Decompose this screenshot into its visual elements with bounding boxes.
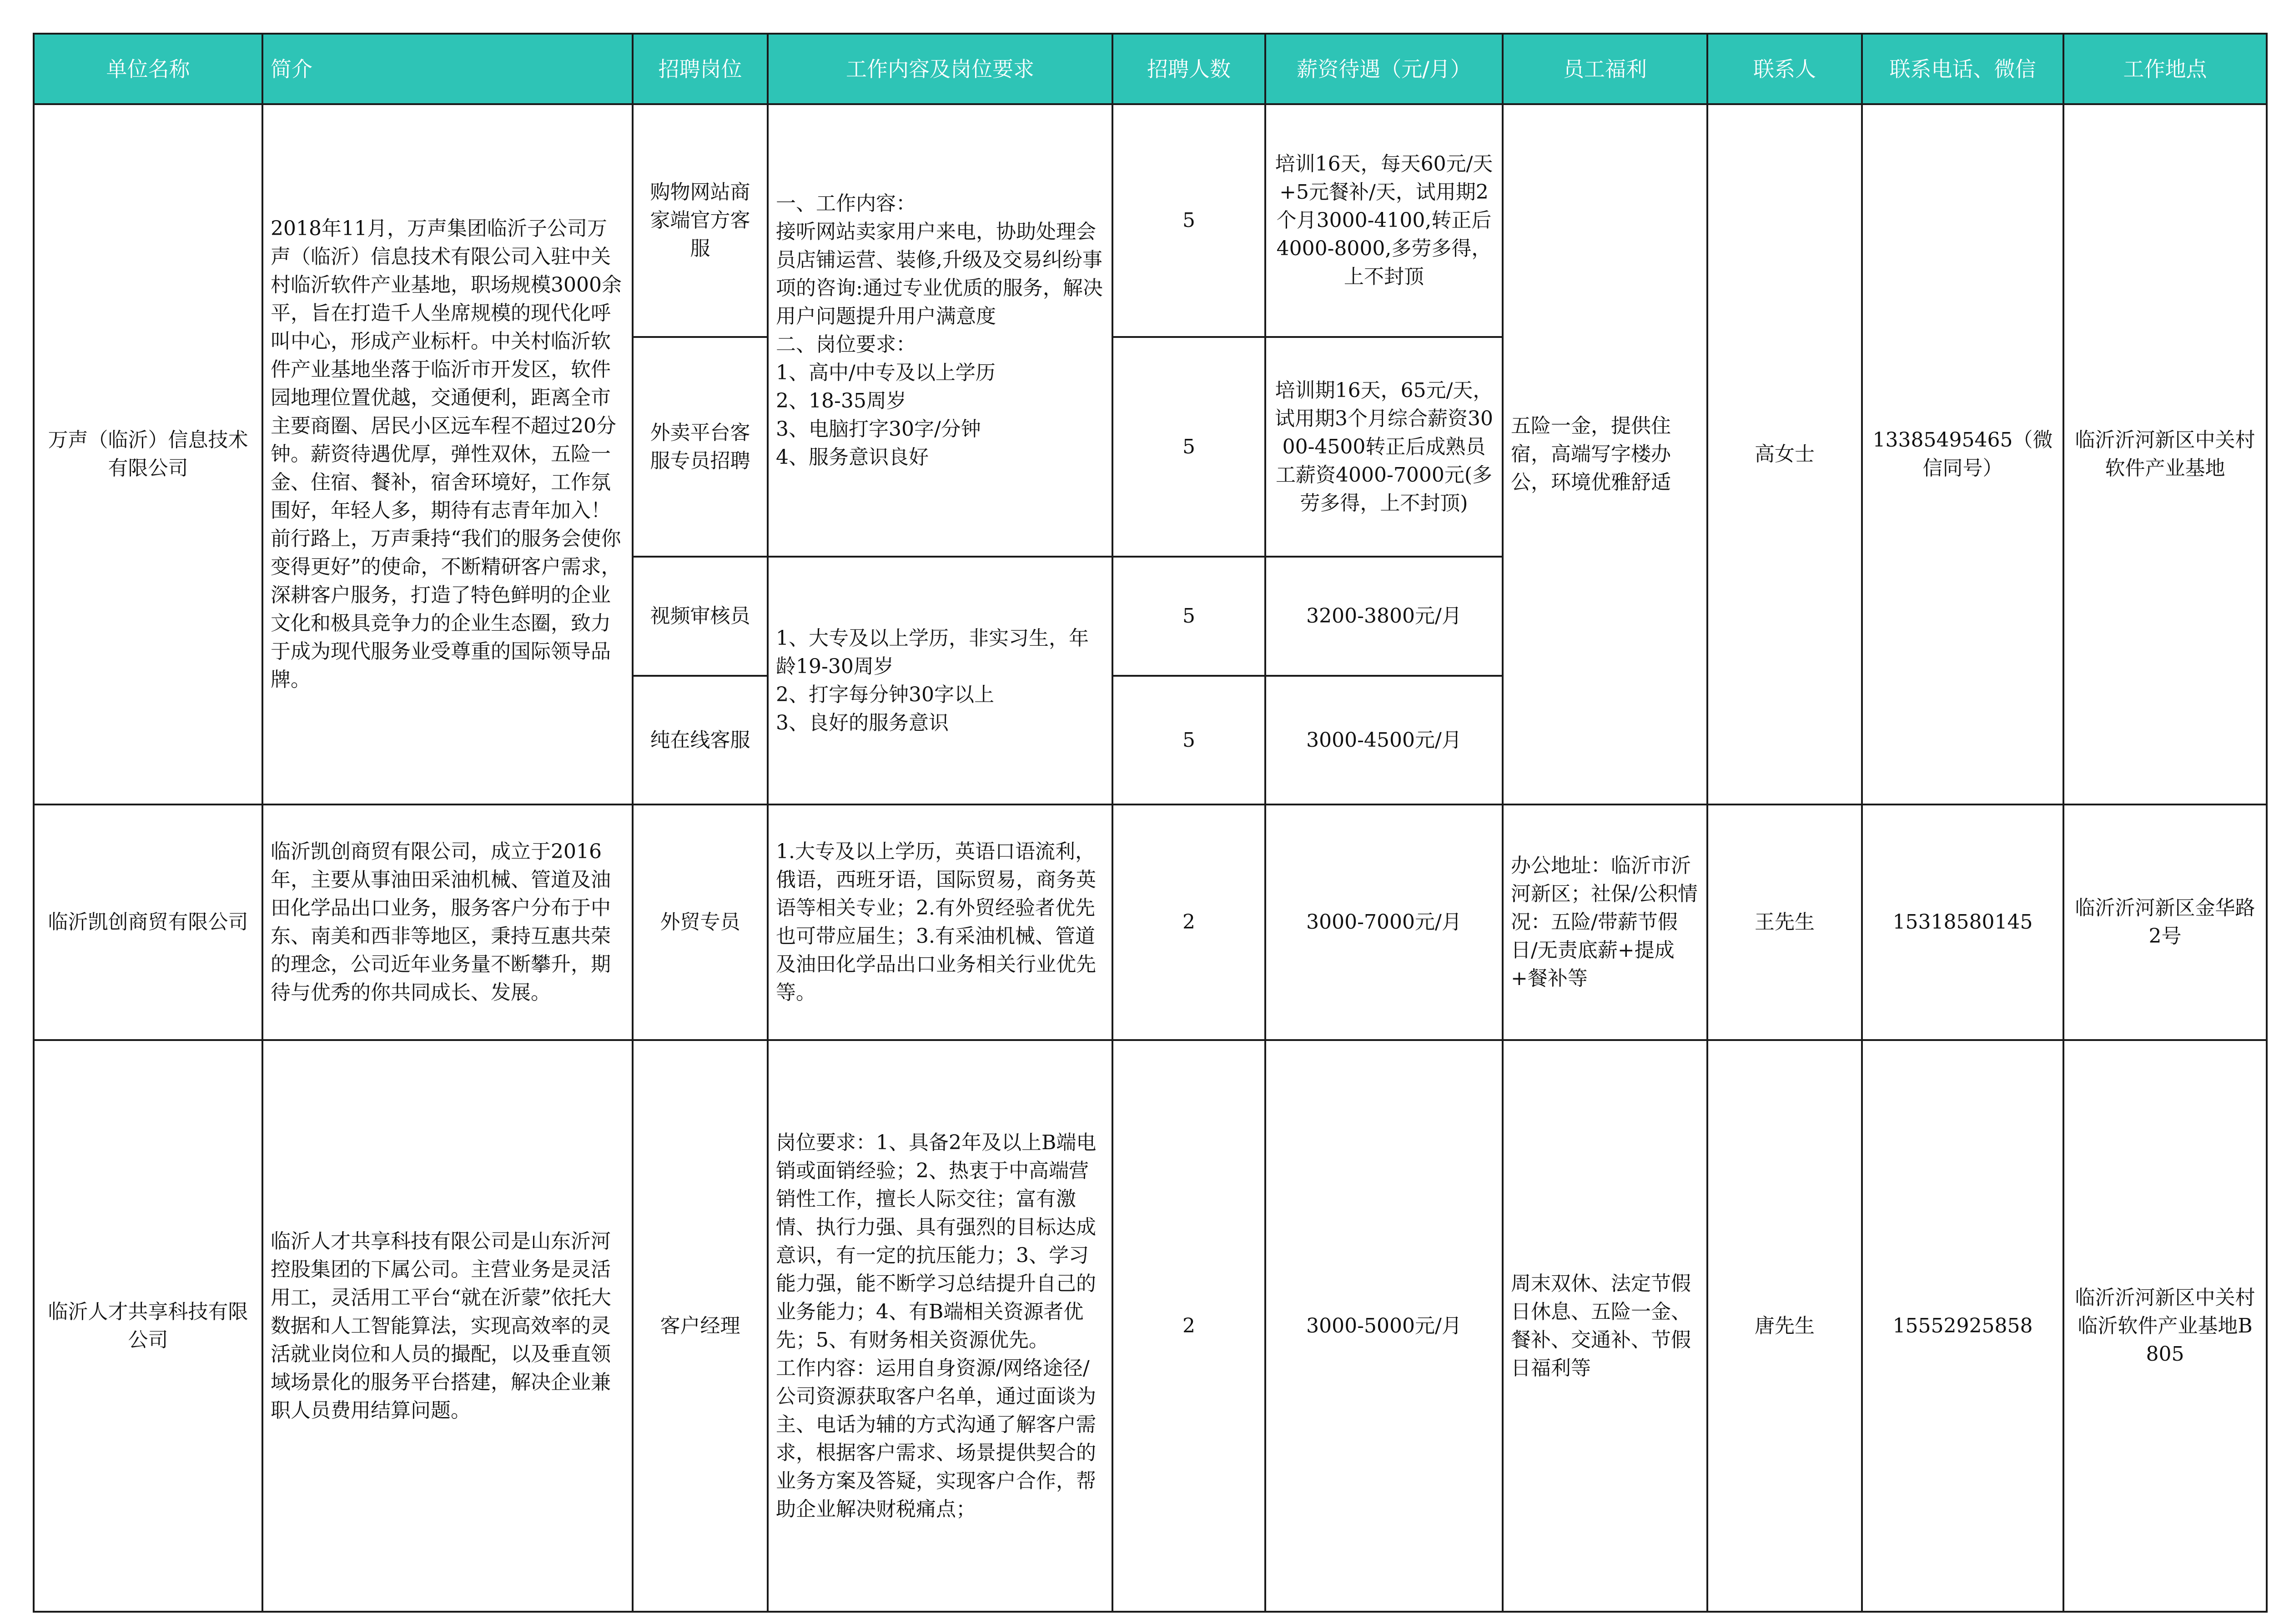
header-position: 招聘岗位	[633, 34, 768, 104]
header-requirements: 工作内容及岗位要求	[768, 34, 1112, 104]
company-location: 临沂沂河新区中关村临沂软件产业基地B805	[2063, 1040, 2267, 1612]
company-contact: 唐先生	[1707, 1040, 1862, 1612]
company-benefits: 周末双休、法定节假日休息、五险一金、餐补、交通补、节假日福利等	[1503, 1040, 1707, 1612]
company-benefits: 办公地址：临沂市沂河新区；社保/公积情况：五险/带薪节假日/无责底薪+提成+餐补等	[1503, 804, 1707, 1040]
company-contact: 王先生	[1707, 804, 1862, 1040]
position-requirements: 岗位要求：1、具备2年及以上B端电销或面销经验；2、热衷于中高端营销性工作，擅长人际交往；富有激情、执行力强、具有强烈的目标达成意识，有一定的抗压能力；3、学习能力强，能不断学习总结提升自己的业务能力；4、有B端相关资源者优先；5、有财务相关资源优先。 工作内容：运用自身资源/网络途径/公司资源获取客户名单，通过面谈为主、电话为辅的方式沟通了解客户需求，根据客户需求、场景提供契合的业务方案及答疑，实现客户合作，帮助企业解决财税痛点；	[768, 1040, 1112, 1612]
position-salary: 3000-7000元/月	[1265, 804, 1503, 1040]
recruitment-table	[33, 33, 2268, 1613]
table-row	[34, 104, 2267, 337]
company-location: 临沂沂河新区中关村软件产业基地	[2063, 104, 2267, 804]
position-count: 5	[1112, 337, 1265, 557]
company-name: 万声（临沂）信息技术有限公司	[34, 104, 262, 804]
header-phone: 联系电话、微信	[1862, 34, 2063, 104]
company-intro: 2018年11月，万声集团临沂子公司万声（临沂）信息技术有限公司入驻中关村临沂软件产业基地，职场规模3000余平，旨在打造千人坐席规模的现代化呼叫中心，形成产业标杆。中关村临沂软件产业基地坐落于临沂市开发区，软件园地理位置优越，交通便利，距离全市主要商圈、居民小区远车程不超过20分钟。薪资待遇优厚，弹性双休，五险一金、住宿、餐补，宿舍环境好，工作氛围好，年轻人多，期待有志青年加入！ 前行路上，万声秉持“我们的服务会使你变得更好”的使命，不断精研客户需求，深耕客户服务，打造了特色鲜明的企业文化和极具竞争力的企业生态圈，致力于成为现代服务业受尊重的国际领导品牌。	[262, 104, 633, 804]
position-title: 外卖平台客服专员招聘	[633, 337, 768, 557]
position-count: 5	[1112, 557, 1265, 676]
position-count: 5	[1112, 104, 1265, 337]
position-requirements: 一、工作内容： 接听网站卖家用户来电，协助处理会员店铺运营、装修,升级及交易纠纷事项的咨询:通过专业优质的服务，解决用户问题提升用户满意度 二、岗位要求： 1、高中/中专及以上学历 2、18-35周岁 3、电脑打字30字/分钟 4、服务意识良好	[768, 104, 1112, 557]
position-title: 视频审核员	[633, 557, 768, 676]
position-salary: 培训16天，每天60元/天+5元餐补/天，试用期2个月3000-4100,转正后4000-8000,多劳多得，上不封顶	[1265, 104, 1503, 337]
company-phone: 15552925858	[1862, 1040, 2063, 1612]
header-row	[34, 34, 2267, 104]
header-intro: 简介	[262, 34, 633, 104]
position-title: 纯在线客服	[633, 676, 768, 804]
position-count: 2	[1112, 804, 1265, 1040]
company-phone: 13385495465（微信同号）	[1862, 104, 2063, 804]
position-salary: 3000-4500元/月	[1265, 676, 1503, 804]
position-count: 5	[1112, 676, 1265, 804]
table-row	[34, 804, 2267, 1040]
position-count: 2	[1112, 1040, 1265, 1612]
header-location: 工作地点	[2063, 34, 2267, 104]
header-benefits: 员工福利	[1503, 34, 1707, 104]
header-count: 招聘人数	[1112, 34, 1265, 104]
company-phone: 15318580145	[1862, 804, 2063, 1040]
position-title: 外贸专员	[633, 804, 768, 1040]
company-intro: 临沂人才共享科技有限公司是山东沂河控股集团的下属公司。主营业务是灵活用工，灵活用工平台“就在沂蒙”依托大数据和人工智能算法，实现高效率的灵活就业岗位和人员的撮配，以及垂直领域场景化的服务平台搭建，解决企业兼职人员费用结算问题。	[262, 1040, 633, 1612]
company-contact: 高女士	[1707, 104, 1862, 804]
company-benefits: 五险一金，提供住宿，高端写字楼办公，环境优雅舒适	[1503, 104, 1707, 804]
company-location: 临沂沂河新区金华路2号	[2063, 804, 2267, 1040]
company-name: 临沂凯创商贸有限公司	[34, 804, 262, 1040]
position-requirements: 1.大专及以上学历，英语口语流利，俄语，西班牙语，国际贸易，商务英语等相关专业；2.有外贸经验者优先也可带应届生；3.有采油机械、管道及油田化学品出口业务相关行业优先等。	[768, 804, 1112, 1040]
position-requirements: 1、大专及以上学历，非实习生，年龄19-30周岁 2、打字每分钟30字以上 3、良好的服务意识	[768, 557, 1112, 804]
company-intro: 临沂凯创商贸有限公司，成立于2016年，主要从事油田采油机械、管道及油田化学品出口业务，服务客户分布于中东、南美和西非等地区，秉持互惠共荣的理念，公司近年业务量不断攀升，期待与优秀的你共同成长、发展。	[262, 804, 633, 1040]
header-company: 单位名称	[34, 34, 262, 104]
position-salary: 3000-5000元/月	[1265, 1040, 1503, 1612]
header-contact: 联系人	[1707, 34, 1862, 104]
company-name: 临沂人才共享科技有限公司	[34, 1040, 262, 1612]
position-title: 客户经理	[633, 1040, 768, 1612]
position-salary: 3200-3800元/月	[1265, 557, 1503, 676]
header-salary: 薪资待遇（元/月）	[1265, 34, 1503, 104]
position-salary: 培训期16天，65元/天，试用期3个月综合薪资3000-4500转正后成熟员工薪资4000-7000元(多劳多得，上不封顶)	[1265, 337, 1503, 557]
position-title: 购物网站商家端官方客服	[633, 104, 768, 337]
table-row	[34, 1040, 2267, 1612]
